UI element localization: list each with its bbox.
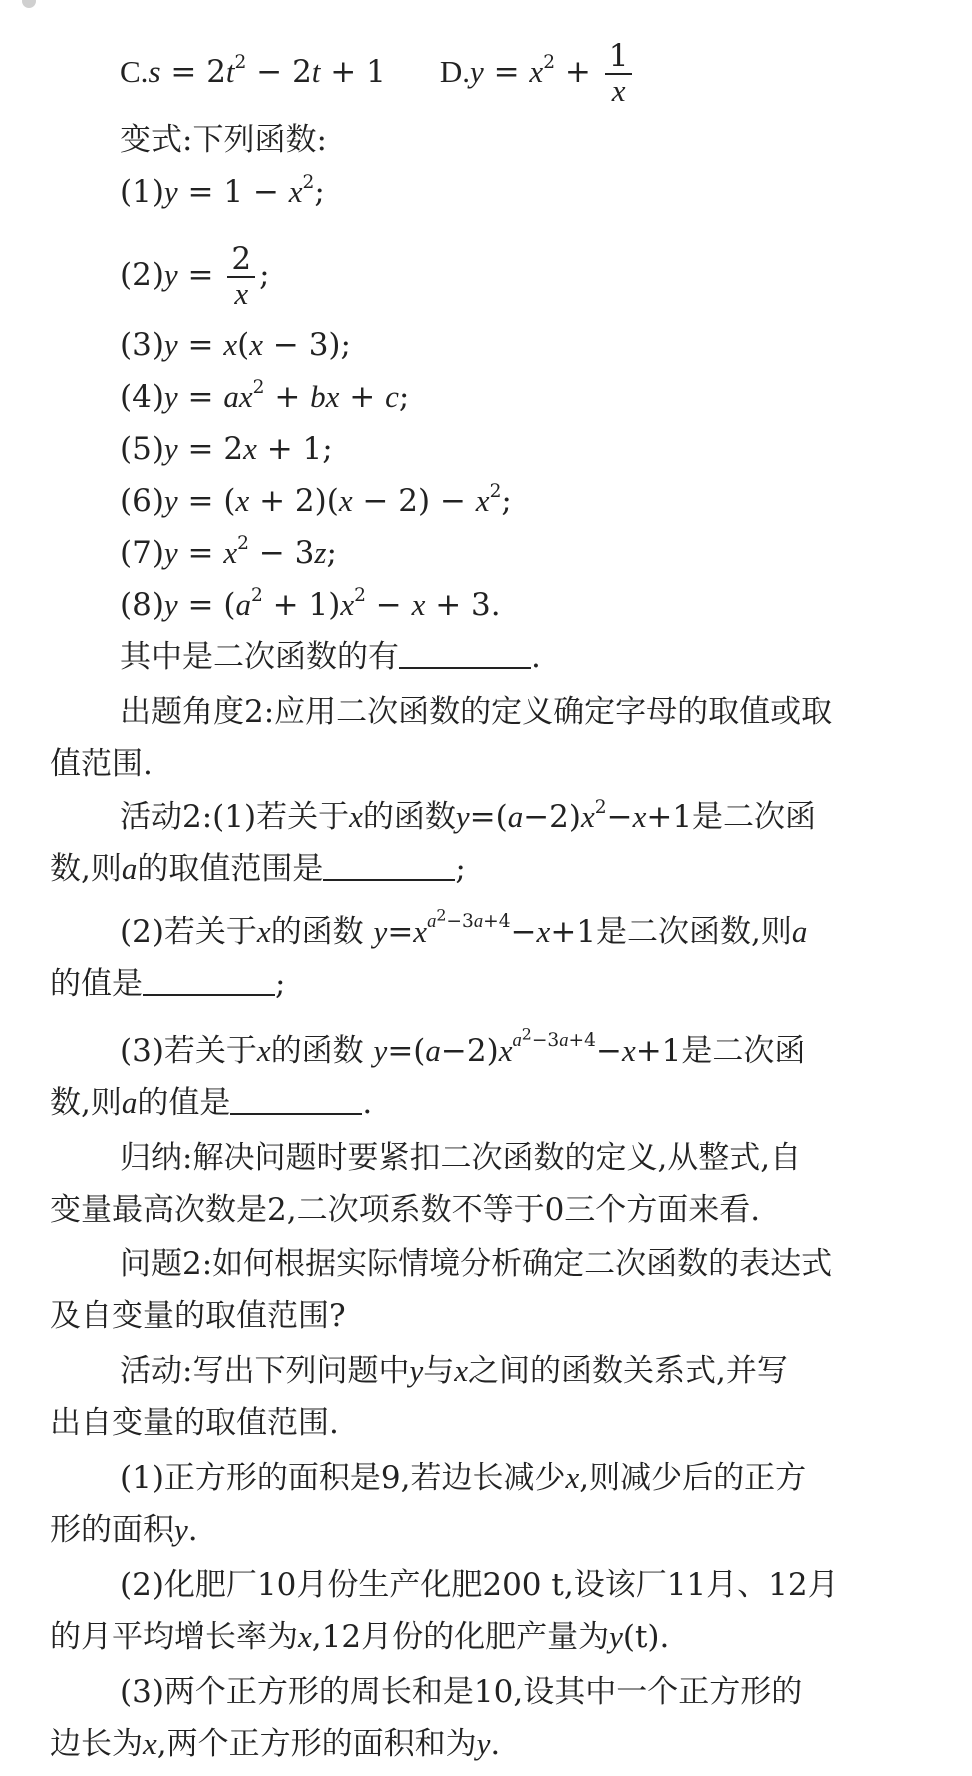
answer-blank[interactable] bbox=[323, 853, 455, 881]
variant-item-8: $(8)y = (a^2 + 1)x^2 - x + 3$. bbox=[120, 585, 501, 623]
activity-p2-line1: (2)化肥厂10月份生产化肥200 t,设该厂11月、12月 bbox=[120, 1567, 839, 1603]
answer-blank[interactable] bbox=[399, 641, 531, 669]
corner-mark bbox=[22, 0, 36, 8]
activity-p1-line1: (1)正方形的面积是9,若边长减少x,则减少后的正方 bbox=[120, 1460, 807, 1496]
activity2-q2-line1: (2)若关于x的函数 $y=x^{a^2-3a+4}-x+1$是二次函数,则a bbox=[120, 905, 808, 950]
activity-p1-line2: 形的面积y. bbox=[50, 1512, 198, 1548]
answer-blank[interactable] bbox=[230, 1087, 362, 1115]
activity-p3-line2: 边长为x,两个正方形的面积和为y. bbox=[50, 1726, 501, 1762]
angle2-line1: 出题角度2:应用二次函数的定义确定字母的取值或取 bbox=[120, 694, 833, 730]
option-c-label: C. bbox=[120, 54, 149, 90]
problem2-line1: 问题2:如何根据实际情境分析确定二次函数的表达式 bbox=[120, 1246, 833, 1282]
activity-line1: 活动:写出下列问题中y与x之间的函数关系式,并写 bbox=[120, 1353, 788, 1389]
problem2-line2: 及自变量的取值范围? bbox=[50, 1298, 346, 1334]
variant-question: 其中是二次函数的有 . bbox=[120, 639, 541, 675]
variant-item-3: (3)y = x(x − 3); bbox=[120, 327, 351, 363]
options-row: $C.s = 2t^2 - 2t + 1$ $D.y = x^2$ + $\frac{1}{x}$ bbox=[120, 40, 636, 107]
answer-blank[interactable] bbox=[143, 968, 275, 996]
summary-line1: 归纳:解决问题时要紧扣二次函数的定义,从整式,自 bbox=[120, 1140, 802, 1176]
activity2-q3-line1: (3)若关于x的函数 $y=(a-2)x^{a^2-3a+4}-x+1$是二次函 bbox=[120, 1024, 806, 1069]
angle2-line2: 值范围. bbox=[50, 746, 153, 782]
variant-item-6: $(6)y = (x + 2)(x - 2) - x^2$; bbox=[120, 481, 512, 519]
activity-line2: 出自变量的取值范围. bbox=[50, 1405, 339, 1441]
option-d-label: D. bbox=[439, 54, 470, 90]
variant-item-7: $(7)y = x^2 - 3z$; bbox=[120, 533, 337, 571]
activity2-q2-line2: 的值是 ; bbox=[50, 966, 286, 1002]
option-d-formula: y bbox=[469, 54, 484, 90]
variant-item-5: (5)y = 2x + 1; bbox=[120, 431, 333, 467]
variant-item-1: $(1)y = 1 - x^2$; bbox=[120, 172, 325, 210]
summary-line2: 变量最高次数是2,二次项系数不等于0三个方面来看. bbox=[50, 1192, 761, 1228]
variant-item-4: $(4)y = ax^2$ + bx + c; bbox=[120, 377, 410, 415]
variant-item-2: (2)y = $\frac{2}{x}$ ; bbox=[120, 241, 270, 311]
activity2-q3-line2: 数,则a的值是 . bbox=[50, 1085, 373, 1121]
activity2-q1-line2: 数,则a的取值范围是 ; bbox=[50, 851, 466, 887]
activity-p3-line1: (3)两个正方形的周长和是10,设其中一个正方形的 bbox=[120, 1674, 803, 1710]
activity-p2-line2: 的月平均增长率为x,12月份的化肥产量为y(t). bbox=[50, 1619, 670, 1655]
activity2-q1-line1: 活动2:(1)若关于x的函数$y=(a-2)x^2-x+1$是二次函 bbox=[120, 797, 817, 835]
option-c-formula: s bbox=[148, 54, 161, 90]
variant-intro: 变式:下列函数: bbox=[120, 122, 327, 158]
